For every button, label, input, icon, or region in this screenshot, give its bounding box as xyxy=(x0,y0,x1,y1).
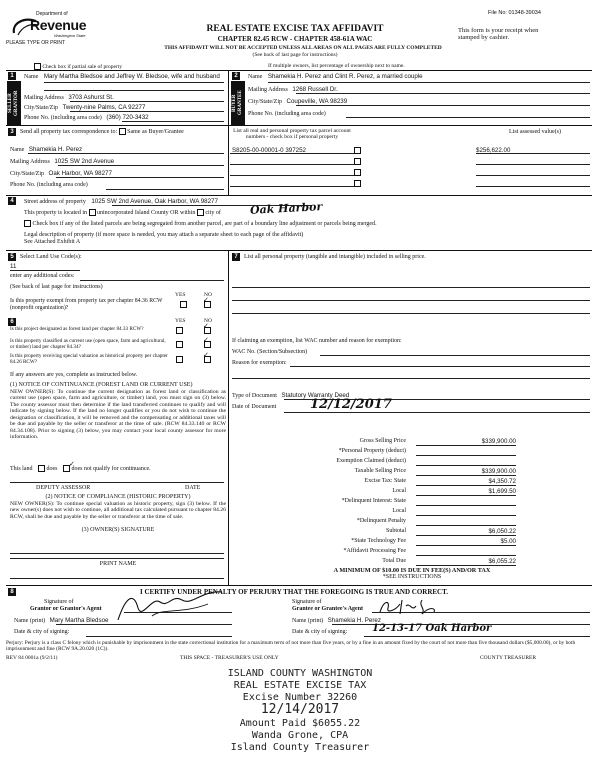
assessed-value[interactable]: $256,622.00 xyxy=(476,147,511,154)
section-4-marker: 4 xyxy=(8,197,16,205)
doc-date-label: Date of Document xyxy=(232,404,277,410)
amount-label: Gross Selling Price xyxy=(359,438,406,444)
divider xyxy=(10,482,224,483)
land-use-label: Select Land Use Code(s): xyxy=(20,254,82,260)
amount-line xyxy=(416,455,516,456)
grantor-signature-icon xyxy=(112,586,232,626)
amount-line xyxy=(416,485,516,486)
grantee-date-handwritten[interactable]: 12-13-17 Oak Harbor xyxy=(372,623,492,634)
divider xyxy=(6,250,592,251)
no-header: NO xyxy=(204,292,212,298)
amount-value[interactable]: $4,350.72 xyxy=(488,478,516,485)
tax-corr-addr-label: Mailing Address xyxy=(10,159,50,165)
partial-sale-text: Check box if partial sale of property xyxy=(42,63,123,70)
street-label: Street address of property xyxy=(24,199,86,205)
amount-row xyxy=(256,508,586,516)
amount-row xyxy=(256,528,586,536)
amount-label: Excise Tax: State xyxy=(364,478,406,484)
section-7-marker: 7 xyxy=(232,253,240,261)
dept-name: Revenue xyxy=(30,17,87,33)
notice1-title: (1) NOTICE OF CONTINUANCE (FOREST LAND OR CURRENT USE) xyxy=(10,382,193,388)
tax-corr-phone-label: Phone No. (including area code) xyxy=(10,182,88,188)
segregated-checkbox[interactable] xyxy=(24,220,31,227)
not-accepted-notice: THIS AFFIDAVIT WILL NOT BE ACCEPTED UNLESS ALL AREAS ON ALL PAGES ARE FULLY COMPLETED xyxy=(164,45,442,51)
amount-row xyxy=(256,438,586,446)
seller-phone-label: Phone No. (including area code) xyxy=(24,115,102,121)
divider xyxy=(232,378,590,379)
divider xyxy=(28,153,224,154)
if-any-yes: If any answers are yes, complete as instructed below. xyxy=(10,372,138,378)
seller-phone-field[interactable]: (360) 720-3432 xyxy=(106,114,149,121)
historic-question: Is this property receiving special valuation as historical property per chapter 84.26 RCW? xyxy=(10,353,168,365)
tax-corr-city-field[interactable]: Oak Harbor, WA 98277 xyxy=(48,170,112,177)
section-2-marker: 2 xyxy=(232,72,240,80)
owner-signature-label: (3) OWNER(S) SIGNATURE xyxy=(81,527,155,533)
amount-line xyxy=(416,535,516,536)
form-title: REAL ESTATE EXCISE TAX AFFIDAVIT xyxy=(206,24,384,34)
divider xyxy=(10,270,80,271)
doc-date-handwritten[interactable]: 12/12/2017 xyxy=(310,397,392,412)
divider xyxy=(80,280,224,281)
forest-question: Is this project designated as forest land per chapter 84.33 RCW? xyxy=(10,326,144,332)
seller-city-label: City/State/Zip xyxy=(24,105,58,111)
see-back-instructions: (See back of last page for instructions) xyxy=(252,52,338,58)
divider xyxy=(10,558,224,559)
uninc-label: unincorporated Island County OR within xyxy=(97,209,196,216)
stamp-line5: Amount Paid $6055.22 xyxy=(239,718,361,729)
checkmark-icon: ✓ xyxy=(69,461,75,468)
divider xyxy=(346,117,590,118)
qualify-row xyxy=(10,465,151,473)
stamp-line2: REAL ESTATE EXCISE TAX xyxy=(233,680,367,691)
divider xyxy=(70,101,224,102)
minimum-due-notice: A MINIMUM OF $10.00 IS DUE IN FEE(S) AND/OR TAX xyxy=(333,567,491,574)
forest-yes-checkbox[interactable] xyxy=(176,327,183,334)
city-handwritten[interactable]: Oak Harbor xyxy=(249,200,323,217)
amount-label: *State Technology Fee xyxy=(351,538,406,544)
divider xyxy=(6,585,592,586)
amount-value[interactable]: $339,900.00 xyxy=(481,468,516,475)
divider xyxy=(44,90,224,91)
amount-line xyxy=(416,515,516,516)
grantee-name-label: Name (print) xyxy=(292,618,324,624)
see-instructions: *SEE INSTRUCTIONS xyxy=(382,574,442,580)
print-name-label: PRINT NAME xyxy=(99,561,137,567)
notice1-text: NEW OWNER(S): To continue the current designation as forest land or classification as current use (open space, farm and agriculture, or timber) land, you must sign on (3) below. The county assessor must then determine if the land transferred continues to qualify and will indicate by signing below. If the land no longer qualifies or you do not wish to continue the designation or classification, it will be removed and the compensating or additional taxes will be due and payable by the seller or transferor at the time of sale. (RCW 84.33.140 or RCW 84.34.108). Prior to signing (3) below, you may contact your local county assessor for more information. xyxy=(10,389,226,441)
county-treasurer: COUNTY TREASURER xyxy=(480,655,537,661)
unincorporated-checkbox[interactable] xyxy=(89,209,96,216)
checkmark-icon: ✓ xyxy=(203,337,209,344)
checkmark-icon: ✓ xyxy=(203,323,209,330)
amount-line xyxy=(416,445,516,446)
buyer-city-label: City/State/Zip xyxy=(248,99,282,105)
amount-row xyxy=(256,488,586,496)
checkmark-icon: ✓ xyxy=(203,352,209,359)
divider xyxy=(122,121,224,122)
amount-label: *Delinquent Penalty xyxy=(356,518,406,524)
divider xyxy=(320,355,590,356)
parcel-lines xyxy=(230,153,592,193)
divider xyxy=(10,578,224,579)
section-3-marker: 3 xyxy=(8,128,16,136)
divider xyxy=(44,82,224,83)
divider xyxy=(232,287,590,288)
divider xyxy=(10,553,224,554)
land-use-see-back: (See back of last page for instructions) xyxy=(10,284,103,290)
amount-line xyxy=(416,495,516,496)
divider xyxy=(6,70,592,71)
divider xyxy=(6,195,592,196)
amount-line xyxy=(416,465,516,466)
land-use-code[interactable]: 11 xyxy=(10,263,17,270)
perjury-notice: Perjury: Perjury is a class C felony which is punishable by imprisonment in the state correctional institution for a maximum term of not more than five years, or by a fine in an amount fixed by the court of not more than five thousand dollars ($5,000.00), or by both imprisonment and fine (RCW 9A.20.020 (1C)). xyxy=(6,640,576,653)
grantor-name-field[interactable]: Mary Martha Bledsoe xyxy=(49,617,109,624)
buyer-name-row xyxy=(248,73,592,81)
divider xyxy=(56,177,224,178)
please-type: PLEASE TYPE OR PRINT xyxy=(6,40,66,46)
reason-label: Reason for exemption: xyxy=(232,360,287,366)
tax-corr-name-label: Name xyxy=(10,147,25,153)
grantee-signature-icon xyxy=(376,596,456,618)
amount-value[interactable]: $6,050.22 xyxy=(488,528,516,535)
street-field[interactable]: 1025 SW 2nd Avenue, Oak Harbor, WA 98277 xyxy=(91,198,218,205)
tax-corr-city-label: City/State/Zip xyxy=(10,171,44,177)
seller-city-field[interactable]: Twenty-nine Palms, CA 92277 xyxy=(62,104,146,111)
divider xyxy=(228,125,229,195)
seller-addr-label: Mailing Address xyxy=(24,95,64,101)
divider xyxy=(296,93,590,94)
grantee-sig-label2: Grantee or Grantee's Agent xyxy=(292,606,364,612)
land-use-other: enter any additional codes: xyxy=(10,273,75,279)
historic-yes-checkbox[interactable] xyxy=(176,356,183,363)
amount-label: Local xyxy=(392,488,406,494)
divider xyxy=(86,636,232,637)
amount-row xyxy=(256,448,586,456)
buyer-name-field[interactable]: Shamekia H. Perez and Clint R. Perez, a married couple xyxy=(267,73,423,80)
grantee-sig-label1: Signature of xyxy=(292,599,322,605)
stamp-line6: Wanda Grone, CPA xyxy=(251,730,349,741)
tax-corr-phone-row xyxy=(10,182,226,189)
buyer-name-label: Name xyxy=(248,74,263,80)
grantee-name-field[interactable]: Shamekia H. Perez xyxy=(327,617,381,624)
amount-label: Local xyxy=(392,508,406,514)
does-checkbox[interactable] xyxy=(38,465,45,472)
seller-name-label: Name xyxy=(24,74,39,80)
current-use-yes-checkbox[interactable] xyxy=(176,341,183,348)
segregated-row xyxy=(24,220,584,228)
notice2-text: NEW OWNER(S): To continue special valuation as historic property, sign (3) below. If the new owner(s) does not wish to continue, all additional tax calculated pursuant to chapter 84.26 RCW, shall be due and payable by the seller or transferor at the time of sale. xyxy=(10,501,226,520)
divider xyxy=(268,82,590,83)
does-not-label: does not qualify for continuance. xyxy=(71,465,151,472)
stamp-line1: ISLAND COUNTY WASHINGTON xyxy=(227,668,373,679)
buyer-city-field[interactable]: Coupeville, WA 98239 xyxy=(286,98,348,105)
doc-type-field[interactable]: Statutory Warranty Deed xyxy=(281,392,350,399)
city-of-label: city of xyxy=(205,209,221,216)
grantor-sig-label1: Signature of xyxy=(44,599,74,605)
personal-property-checkbox[interactable] xyxy=(354,158,361,165)
divider xyxy=(228,70,229,125)
divider xyxy=(56,624,232,625)
grantor-date-label: Date & city of signing: xyxy=(14,629,70,635)
amount-row xyxy=(256,548,586,556)
amount-line xyxy=(416,475,516,476)
amount-line xyxy=(416,545,516,546)
city-checkbox[interactable] xyxy=(197,209,204,216)
buyer-addr-field[interactable]: 1268 Russell Dr. xyxy=(292,86,338,93)
section-6-marker: 6 xyxy=(8,318,16,326)
deputy-assessor-label: DEPUTY ASSESSOR xyxy=(36,485,91,491)
seller-name-field[interactable]: Mary Martha Bledsoe and Jeffrey W. Bledsoe, wife and husband xyxy=(43,73,220,80)
legal-label: Legal description of property (if more space is needed, you may attach a separate sheet to each page of the affidavit) xyxy=(24,232,304,238)
notice2-title: (2) NOTICE OF COMPLIANCE (HISTORIC PROPERTY) xyxy=(45,494,191,500)
personal-property-checkbox[interactable] xyxy=(354,180,361,187)
divider xyxy=(232,300,590,301)
tax-corr-header xyxy=(20,128,226,136)
located-label: This property is located in xyxy=(24,209,87,216)
multiple-owners-note: If multiple owners, list percentage of ownership next to name. xyxy=(268,63,405,69)
grantor-sig-label2: Grantor or Grantor's Agent xyxy=(30,606,102,612)
amount-line xyxy=(416,525,516,526)
amount-value[interactable]: $339,900.00 xyxy=(481,438,516,445)
stamp-line7: Island County Treasurer xyxy=(230,742,370,753)
amount-row xyxy=(256,498,586,506)
certify-statement: I CERTIFY UNDER PENALTY OF PERJURY THAT THE FOREGOING IS TRUE AND CORRECT. xyxy=(140,588,449,596)
partial-sale-checkbox[interactable] xyxy=(34,63,41,70)
section-5-marker: 5 xyxy=(8,253,16,261)
doc-type-label: Type of Document xyxy=(232,393,277,399)
dept-line1: Department of xyxy=(36,11,68,17)
file-number: File No: 01348-39034 xyxy=(488,10,541,16)
section-8-marker: 8 xyxy=(8,588,16,596)
divider xyxy=(58,165,224,166)
yes-header: YES xyxy=(175,292,186,298)
stamp-line3: Excise Number 32260 xyxy=(242,692,358,703)
amount-label: Subtotal xyxy=(385,528,406,534)
amount-label: *Personal Property (deduct) xyxy=(338,448,406,454)
buyer-side-label: BUYER GRANTEE xyxy=(231,81,245,125)
amount-label: Exemption Claimed (deduct) xyxy=(336,458,406,464)
wac-claim-label: If claiming an exemption, list WAC number and reason for exemption: xyxy=(232,338,402,344)
exhibit-a: See Attached Exhibit A xyxy=(24,239,81,245)
dept-sub: Washington State xyxy=(54,33,86,38)
grantor-name-label: Name (print) xyxy=(14,618,46,624)
section-1-marker: 1 xyxy=(8,72,16,80)
seller-side-label: SELLER GRANTOR xyxy=(7,81,21,125)
divider xyxy=(290,366,590,367)
seller-addr-field[interactable]: 3703 Ashurst St. xyxy=(68,94,114,101)
amount-line xyxy=(416,505,516,506)
amount-label: *Affidavit Processing Fee xyxy=(343,548,406,554)
form-chapter: CHAPTER 82.45 RCW - CHAPTER 458-61A WAC xyxy=(217,35,373,43)
stamp-line4: 12/14/2017 xyxy=(260,702,340,717)
deputy-date-label: DATE xyxy=(185,485,201,491)
this-land-label: This land xyxy=(10,465,33,472)
buyer-phone-label: Phone No. (including area code) xyxy=(248,111,326,117)
exempt-question: Is this property exempt from property tax per chapter 84.36 RCW (nonprofit organization)? xyxy=(10,298,163,311)
amount-label: *Delinquent Interest: State xyxy=(341,498,406,504)
divider xyxy=(228,250,229,585)
seller-block xyxy=(24,73,224,81)
checkmark-icon: ✓ xyxy=(203,297,209,304)
segregated-label: Check box if any of the listed parcels are being segregated from another parcel, are part of a boundary line adjustment or parcels being merged. xyxy=(32,220,377,227)
amount-label: Total Due xyxy=(382,558,406,564)
exempt-yes-checkbox[interactable] xyxy=(180,301,187,308)
no-header: NO xyxy=(204,318,212,324)
personal-property-label: List all personal property (tangible and intangible) included in selling price. xyxy=(244,254,426,260)
rev-number: REV 84 0001a (9/2/11) xyxy=(6,655,58,661)
amount-row xyxy=(256,558,586,566)
divider xyxy=(296,105,590,106)
divider xyxy=(232,313,590,314)
divider xyxy=(6,125,592,126)
personal-property-checkbox[interactable] xyxy=(354,147,361,154)
assessed-header: List assessed value(s) xyxy=(509,129,561,135)
amount-row xyxy=(256,518,586,526)
divider xyxy=(106,189,224,190)
receipt-note: This form is your receipt when stamped by cashier. xyxy=(458,27,539,42)
divider xyxy=(70,111,224,112)
same-as-buyer-label: Same as Buyer/Grantee xyxy=(127,128,184,135)
grantee-date-label: Date & city of signing: xyxy=(292,629,348,635)
amount-row xyxy=(256,538,586,546)
amount-line xyxy=(416,555,516,556)
tax-corr-title: Send all property tax correspondence to: xyxy=(20,128,118,135)
amount-row xyxy=(256,478,586,486)
tax-corr-name-field[interactable]: Shamekia H. Perez xyxy=(28,146,83,153)
tax-corr-addr-field[interactable]: 1025 SW 2nd Avenue xyxy=(54,158,115,165)
buyer-addr-label: Mailing Address xyxy=(248,87,288,93)
amount-value[interactable]: $5.00 xyxy=(500,538,516,545)
personal-property-checkbox[interactable] xyxy=(354,169,361,176)
yes-header: YES xyxy=(175,318,186,324)
same-as-buyer-checkbox[interactable] xyxy=(119,128,126,135)
amount-line xyxy=(416,565,516,566)
parcels-header: List all real and personal property tax parcel account numbers - check box if personal property xyxy=(233,128,351,141)
current-use-question: Is this property classified as current use (open space, farm and agricultural, or timber) land per chapter 84.34? xyxy=(10,338,166,350)
does-label: does xyxy=(46,465,58,472)
amount-row xyxy=(256,468,586,476)
amount-label: Taxable Selling Price xyxy=(354,468,406,474)
amount-value[interactable]: $6,055.22 xyxy=(488,558,516,565)
treasurer-only: THIS SPACE - TREASURER'S USE ONLY xyxy=(180,655,279,661)
divider xyxy=(364,636,590,637)
parcel-number[interactable]: S8205-00-00001-0 397252 xyxy=(232,147,306,154)
amount-row xyxy=(256,458,586,466)
wac-number-label: WAC No. (Section/Subsection) xyxy=(232,349,308,355)
amount-value[interactable]: $1,699.50 xyxy=(488,488,516,495)
